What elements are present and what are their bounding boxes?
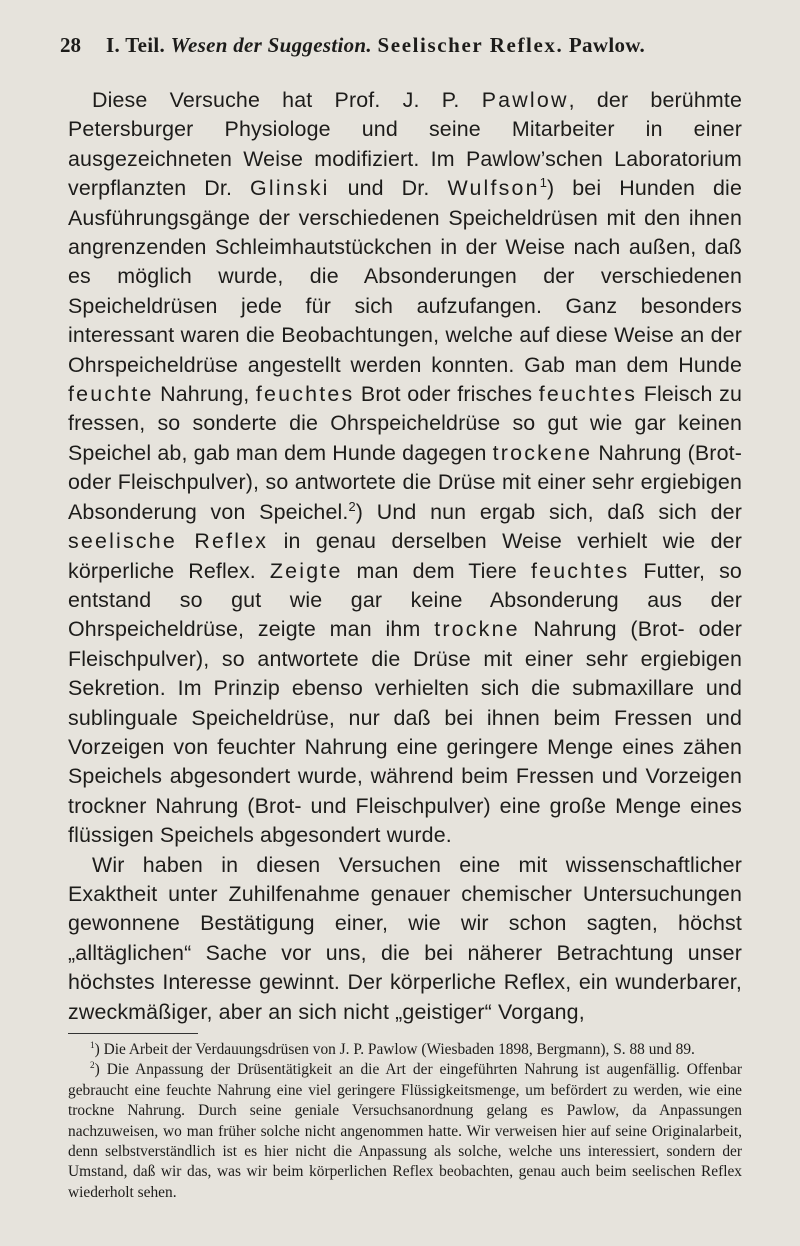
footnote-divider: [68, 1033, 198, 1034]
text-run: Nahrung (Brot- oder Fleischpulver), so antwortete die Drüse mit einer sehr ergiebigen Sekretion. Im Prinzip ebenso verhielten sich die submaxillare und sublinguale Speicheldrüse, nur daß bei ihnen beim Fressen und Vorzeigen von feuchter Nahrung eine geringere Menge eines zähen Speichels abgesondert wurde, während beim Fressen und Vorzeigen trockner Nahrung (Brot- und Fleischpulver) eine große Menge eines flüssigen Speichels abgesondert wurde.: [68, 617, 742, 848]
page-number: 28: [60, 33, 81, 57]
main-text: [68, 86, 742, 1027]
footnote-mark: 2: [90, 1060, 95, 1071]
text-run: in genau derselben Weise verhielt wie der körperliche Reflex.: [68, 529, 743, 583]
part-label: I. Teil.: [106, 33, 166, 57]
person-name: Wulfson: [447, 176, 540, 201]
text-run: Brot oder frisches: [354, 382, 539, 407]
text-run: Nahrung,: [153, 382, 256, 407]
person-name: Glinski: [250, 176, 330, 201]
paragraph-1: [68, 86, 742, 851]
footnote-ref: 1: [539, 175, 548, 191]
footnote-ref: 2: [348, 498, 356, 514]
emphasis: feuchtes: [530, 558, 630, 583]
text-run: ) Und nun ergab sich, daß sich der: [355, 499, 742, 524]
running-head: [106, 30, 645, 60]
paragraph-2: Wir haben in diesen Versuchen eine mit wissenschaftlicher Exaktheit unter Zuhilfenahme genauer chemischer Untersuchungen gewonnene Bestätigung einer, wie wir schon sagten, höchst „alltäglichen“ Sache vor uns, die bei näherer Betrachtung unser höchstes Interesse gewinnt. Der körperliche Reflex, ein wunderbarer, zweckmäßiger, aber an sich nicht „geistiger“ Vorgang,: [68, 852, 742, 1024]
text-run: Diese Versuche hat Prof. J. P.: [92, 88, 482, 112]
text-run: und Dr.: [329, 176, 448, 201]
footnote-mark: 1: [90, 1039, 95, 1050]
text-run: Futter, so entstand so gut wie gar keine Absonderung aus der Ohrspeicheldrüse, zeigte man ihm: [68, 558, 742, 642]
text-run: , der berühmte Petersburger Physiologe und seine Mitarbeiter in einer ausgezeichneten Weise modifiziert. Im Pawlow’schen Laboratorium verpflanzten Dr.: [68, 88, 742, 201]
text-run: Nahrung (Brot- oder Fleischpulver), so antwortete die Drüse mit einer sehr ergiebigen Absonderung von Speichel.: [68, 440, 742, 524]
emphasis: seelische Reflex: [68, 529, 269, 554]
section-title: Seelischer Reflex.: [377, 33, 564, 57]
footnote-1: [68, 1040, 742, 1060]
emphasis: trockne: [434, 617, 520, 642]
footnote-text: ) Die Arbeit der Verdauungsdrüsen von J. P. Pawlow (Wiesbaden 1898, Bergmann), S. 88 und 89.: [94, 1041, 695, 1058]
text-run: Fleisch zu fressen, so sonderte die Ohrspeicheldrüse so gut wie gar keinen Speichel ab, gab man dem Hunde dagegen: [68, 382, 742, 465]
chapter-title: Wesen der Suggestion.: [170, 33, 372, 57]
running-header: [60, 30, 742, 60]
subject-name: Pawlow.: [568, 33, 646, 57]
text-run: man dem Tiere: [342, 558, 531, 583]
emphasis: feuchtes: [255, 382, 355, 407]
text-run: ) bei Hunden die Ausführungsgänge der verschiedenen Speicheldrüsen mit den ihnen angrenzenden Schleimhautstückchen in der Weise nach außen, daß es möglich wurde, die Absonderungen der verschiedenen Speicheldrüsen jede für sich aufzufangen. Ganz besonders interessant waren die Beobachtungen, welche auf diese Weise an der Ohrspeicheldrüse angestellt werden konnten. Gab man dem Hunde: [68, 176, 742, 377]
person-name: Pawlow: [481, 88, 569, 112]
footnote-text: ) Die Anpassung der Drüsentätigkeit an die Art der eingeführten Nahrung ist augenfällig. Offenbar gebraucht eine feuchte Nahrung eine viel geringere Flüssigkeitsmenge, um befördert zu werden, wie eine trockne Nahrung. Durch seine geniale Versuchsanordnung gelang es Pawlow, da Anpassungen nachzuweisen, wo man früher solche nicht angenommen hatte. Wir verweisen hier auf seine Originalarbeit, denn selbstverständlich ist es hier nicht die Anpassung als solche, welche uns interessiert, sondern der Umstand, daß wir das, was wir beim körperlichen Reflex beobachten, genau auch beim seelischen Reflex wiederholt sehen.: [68, 1061, 742, 1201]
emphasis: feuchte: [68, 382, 154, 407]
footnote-2: [68, 1060, 742, 1203]
emphasis: trockene: [492, 440, 593, 465]
emphasis: feuchtes: [538, 382, 638, 407]
footnotes: [68, 1040, 742, 1203]
emphasis: Zeigte: [269, 558, 343, 583]
